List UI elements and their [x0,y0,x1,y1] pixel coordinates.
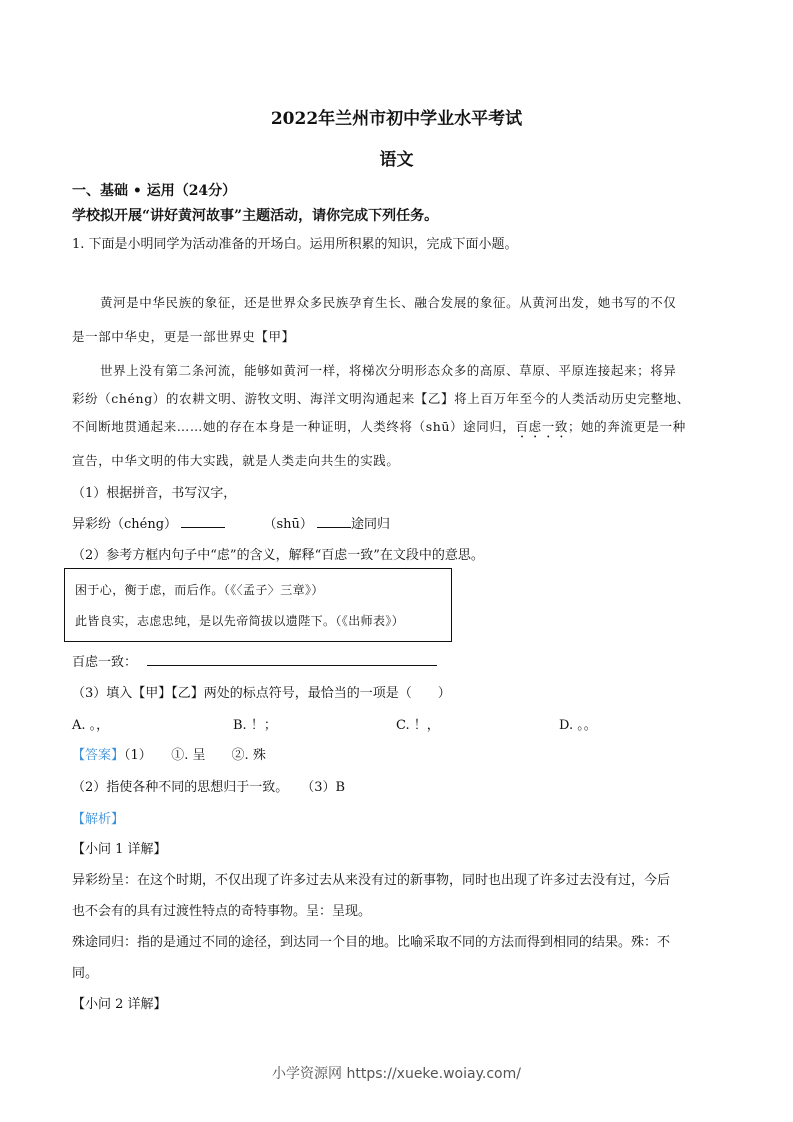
option-d[interactable]: D. 。。 [559,718,597,733]
analysis-sub1-text1-line2: 也不会有的具有过渡性特点的奇特事物。呈：呈现。 [72,904,372,919]
analysis-sub1-text1-line1: 异彩纷呈：在这个时期，不仅出现了许多过去从来没有过的新事物，同时也出现了许多过去没有过，今后 [72,873,671,888]
passage-p2-line2: 彩纷（chéng）的农耕文明、游牧文明、海洋文明沟通起来【乙】将上百万年至今的人类活动历史完整地、 [72,391,690,406]
answer-line2: （2）指使各种不同的思想归于一致。 （3）B [72,780,346,795]
subject-title: 语文 [379,150,414,170]
section-heading: 一、基础 • 运用（24分） [72,183,237,199]
analysis-sub1-heading: 【小问 1 详解】 [72,842,167,857]
reference-box [64,568,452,642]
sub1-item-b-label: （shū） [263,517,313,532]
sub2-answer-label: 百虑一致： [72,655,138,670]
sub1-item-b-suffix: 途同归 [351,517,391,532]
analysis-sub2-heading: 【小问 2 详解】 [72,997,167,1012]
passage-p2-line1: 世界上没有第二条河流，能够如黄河一样，将梯次分明形态众多的高原、草原、平原连接起来；将异 [100,363,677,378]
sub1-blank-a[interactable] [181,515,225,528]
option-b[interactable]: B. ！； [233,718,277,733]
analysis-sub1-text2-line1: 殊途同归：指的是通过不同的途径，到达同一个目的地。比喻采取不同的方法而得到相同的结果。殊：不 [72,935,671,950]
answer-line1: （1） ①. 呈 ②. 殊 [124,748,266,763]
sub1-prompt: （1）根据拼音，书写汉字， [72,486,237,501]
sub1-item-a-label: 异彩纷（chéng） [72,517,178,532]
analysis-label: 【解析】 [72,812,125,827]
passage-p2-line3-pre: 不间断地贯通起来……她的存在本身是一种证明，人类终将（shū）途同归， [72,419,516,434]
passage-p2-line3-post: ；她的奔流更是一种 [567,419,686,434]
passage-p1-line2: 是一部中华史，更是一部世界史【甲】 [72,329,295,344]
analysis-sub1-text2-line2: 同。 [72,966,99,981]
sub2-answer-blank[interactable] [147,653,437,666]
sub2-prompt: （2）参考方框内句子中“虑”的含义，解释“百虑一致”在文段中的意思。 [72,548,484,563]
footer-watermark[interactable]: 小学资源网 https://xueke.woiay.com/ [272,1066,521,1082]
sub3-prompt: （3）填入【甲】【乙】两处的标点符号，最恰当的一项是（ ） [72,686,451,701]
passage-p2-line4: 宣告，中华文明的伟大实践，就是人类走向共生的实践。 [72,453,400,468]
task-intro: 学校拟开展“讲好黄河故事”主题活动，请你完成下列任务。 [72,208,439,224]
exam-title: 2022年兰州市初中学业水平考试 [270,109,523,129]
emphasized-phrase: 百虑一致 [515,419,568,434]
reference-line-2: 此皆良实，志虑忠纯，是以先帝简拔以遗陛下。（《出师表》） [75,614,405,628]
option-c[interactable]: C. ！， [396,718,440,733]
answer-label: 【答案】 [72,748,125,763]
answer-row-1 [72,744,266,763]
option-a[interactable]: A. 。， [72,718,110,733]
passage-p2-line3 [72,417,722,441]
sub2-answer-row [72,651,437,670]
passage-p1-line1: 黄河是中华民族的象征，还是世界众多民族孕育生长、融合发展的象征。从黄河出发，她书写的不仅 [100,295,677,310]
sub1-blank-b[interactable] [317,515,351,528]
sub1-items [72,513,390,532]
question-1-intro: 1. 下面是小明同学为活动准备的开场白。运用所积累的知识，完成下面小题。 [72,237,518,252]
reference-line-1: 困于心，衡于虑，而后作。（《〈孟子〉三章》） [75,583,324,597]
